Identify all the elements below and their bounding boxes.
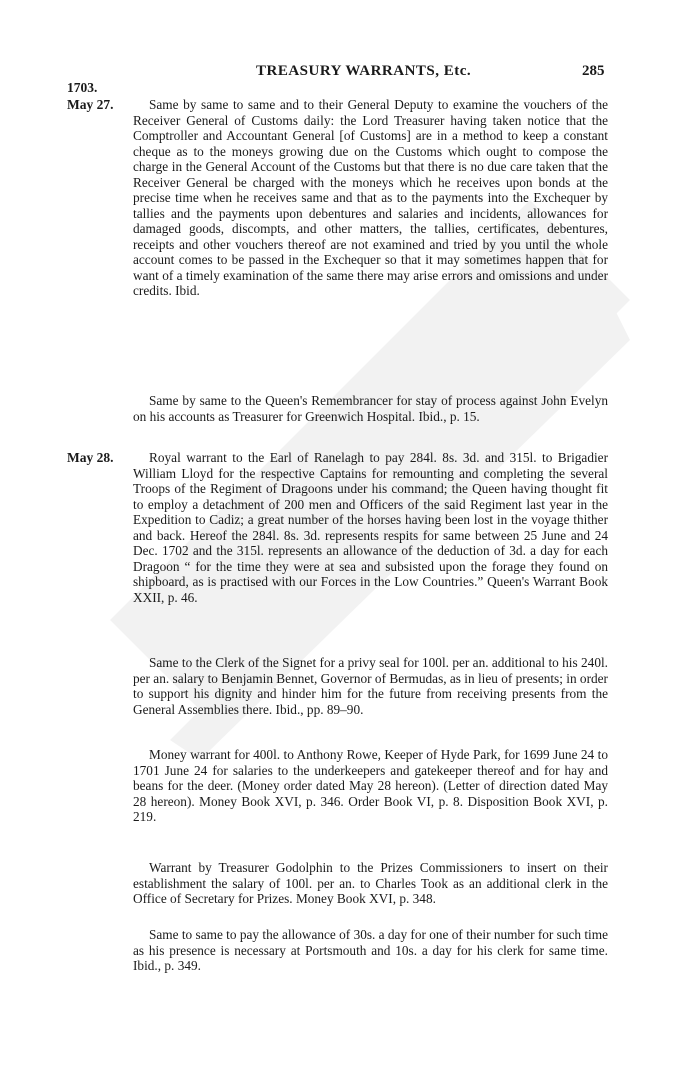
entry-portsmouth-allowance: Same to same to pay the allowance of 30s. a day for one of their number for such time as his presence is necessary at Portsmouth and 10s. a day for his clerk for same time. Ibid., p. 349. — [133, 927, 608, 973]
page-number: 285 — [582, 63, 605, 79]
entry-signet-privy-seal: Same to the Clerk of the Signet for a privy seal for 100l. per an. additional to his 240l. per an. salary to Benjamin Bennet, Governor of Bermudas, as in lieu of presents; in order to support his dignity and hinder him for the future from receiving presents from the General Assemblies there. Ibid., pp. 89–90. — [133, 655, 608, 717]
margin-date-may-27: May 27. — [67, 97, 114, 112]
entry-hyde-park-money-warrant: Money warrant for 400l. to Anthony Rowe, Keeper of Hyde Park, for 1699 June 24 to 1701 June 24 for salaries to the underkeepers and gatekeeper thereof and for hay and beans for the deer. (Money order dated May 28 hereon). (Letter of direction dated May 28 hereon). Money Book XVI, p. 346. Order Book VI, p. 8. Disposition Book XVI, p. 219. — [133, 747, 608, 824]
margin-date-may-28: May 28. — [67, 450, 114, 465]
running-title: TREASURY WARRANTS, Etc. — [256, 63, 472, 79]
entry-prizes-commissioners: Warrant by Treasurer Godolphin to the Prizes Commissioners to insert on their establishment the salary of 100l. per an. to Charles Took as an additional clerk in the Office of Secretary for Prizes. Money Book XVI, p. 348. — [133, 860, 608, 906]
margin-year: 1703. — [67, 80, 98, 95]
entry-receiver-general-vouchers: Same by same to same and to their General Deputy to examine the vouchers of the Receiver General of Customs daily: the Lord Treasurer having taken notice that the Comptroller and Accountant General [of Customs] are in a method to keep a constant cheque as to the moneys growing due on the Customs which ought to compose the charge in the General Account of the Customs but that there is no due care taken that the Receiver General be charged with the moneys which he receives upon bonds at the precise time when he receives same and that as to the payments into the Exchequer by tallies and the payments upon debentures and salaries and incidents, allowances for damaged goods, discompts, and other matters, the tallies, certificates, debentures, receipts and other vouchers thereof are not examined and tried by you until the whole account comes to be passed in the Exchequer so that it may sometimes happen that for want of a timely examination of the same there may arise errors and omissions and under credits. Ibid. — [133, 97, 608, 298]
entry-john-evelyn-process: Same by same to the Queen's Remembrancer for stay of process against John Evelyn on his accounts as Treasurer for Greenwich Hospital. Ibid., p. 15. — [133, 393, 608, 424]
entry-ranelagh-dragoons: Royal warrant to the Earl of Ranelagh to pay 284l. 8s. 3d. and 315l. to Brigadier William Lloyd for the respective Captains for remounting and completing the several Troops of the Regiment of Dragoons under his command; the Queen having thought fit to employ a detachment of 200 men and Officers of the said Regiment last year in the Expedition to Cadiz; a great number of the horses having been lost in the voyage thither and back. Hereof the 284l. 8s. 3d. represents respits for same between 25 June and 24 Dec. 1702 and the 315l. represents an allowance of the deduction of 3d. a day for each Dragoon “ for the time they were at sea and subsisted upon the forage they found on shipboard, as is practised with our Forces in the Low Countries.” Queen's Warrant Book XXII, p. 46. — [133, 450, 608, 605]
page-header — [0, 56, 674, 80]
